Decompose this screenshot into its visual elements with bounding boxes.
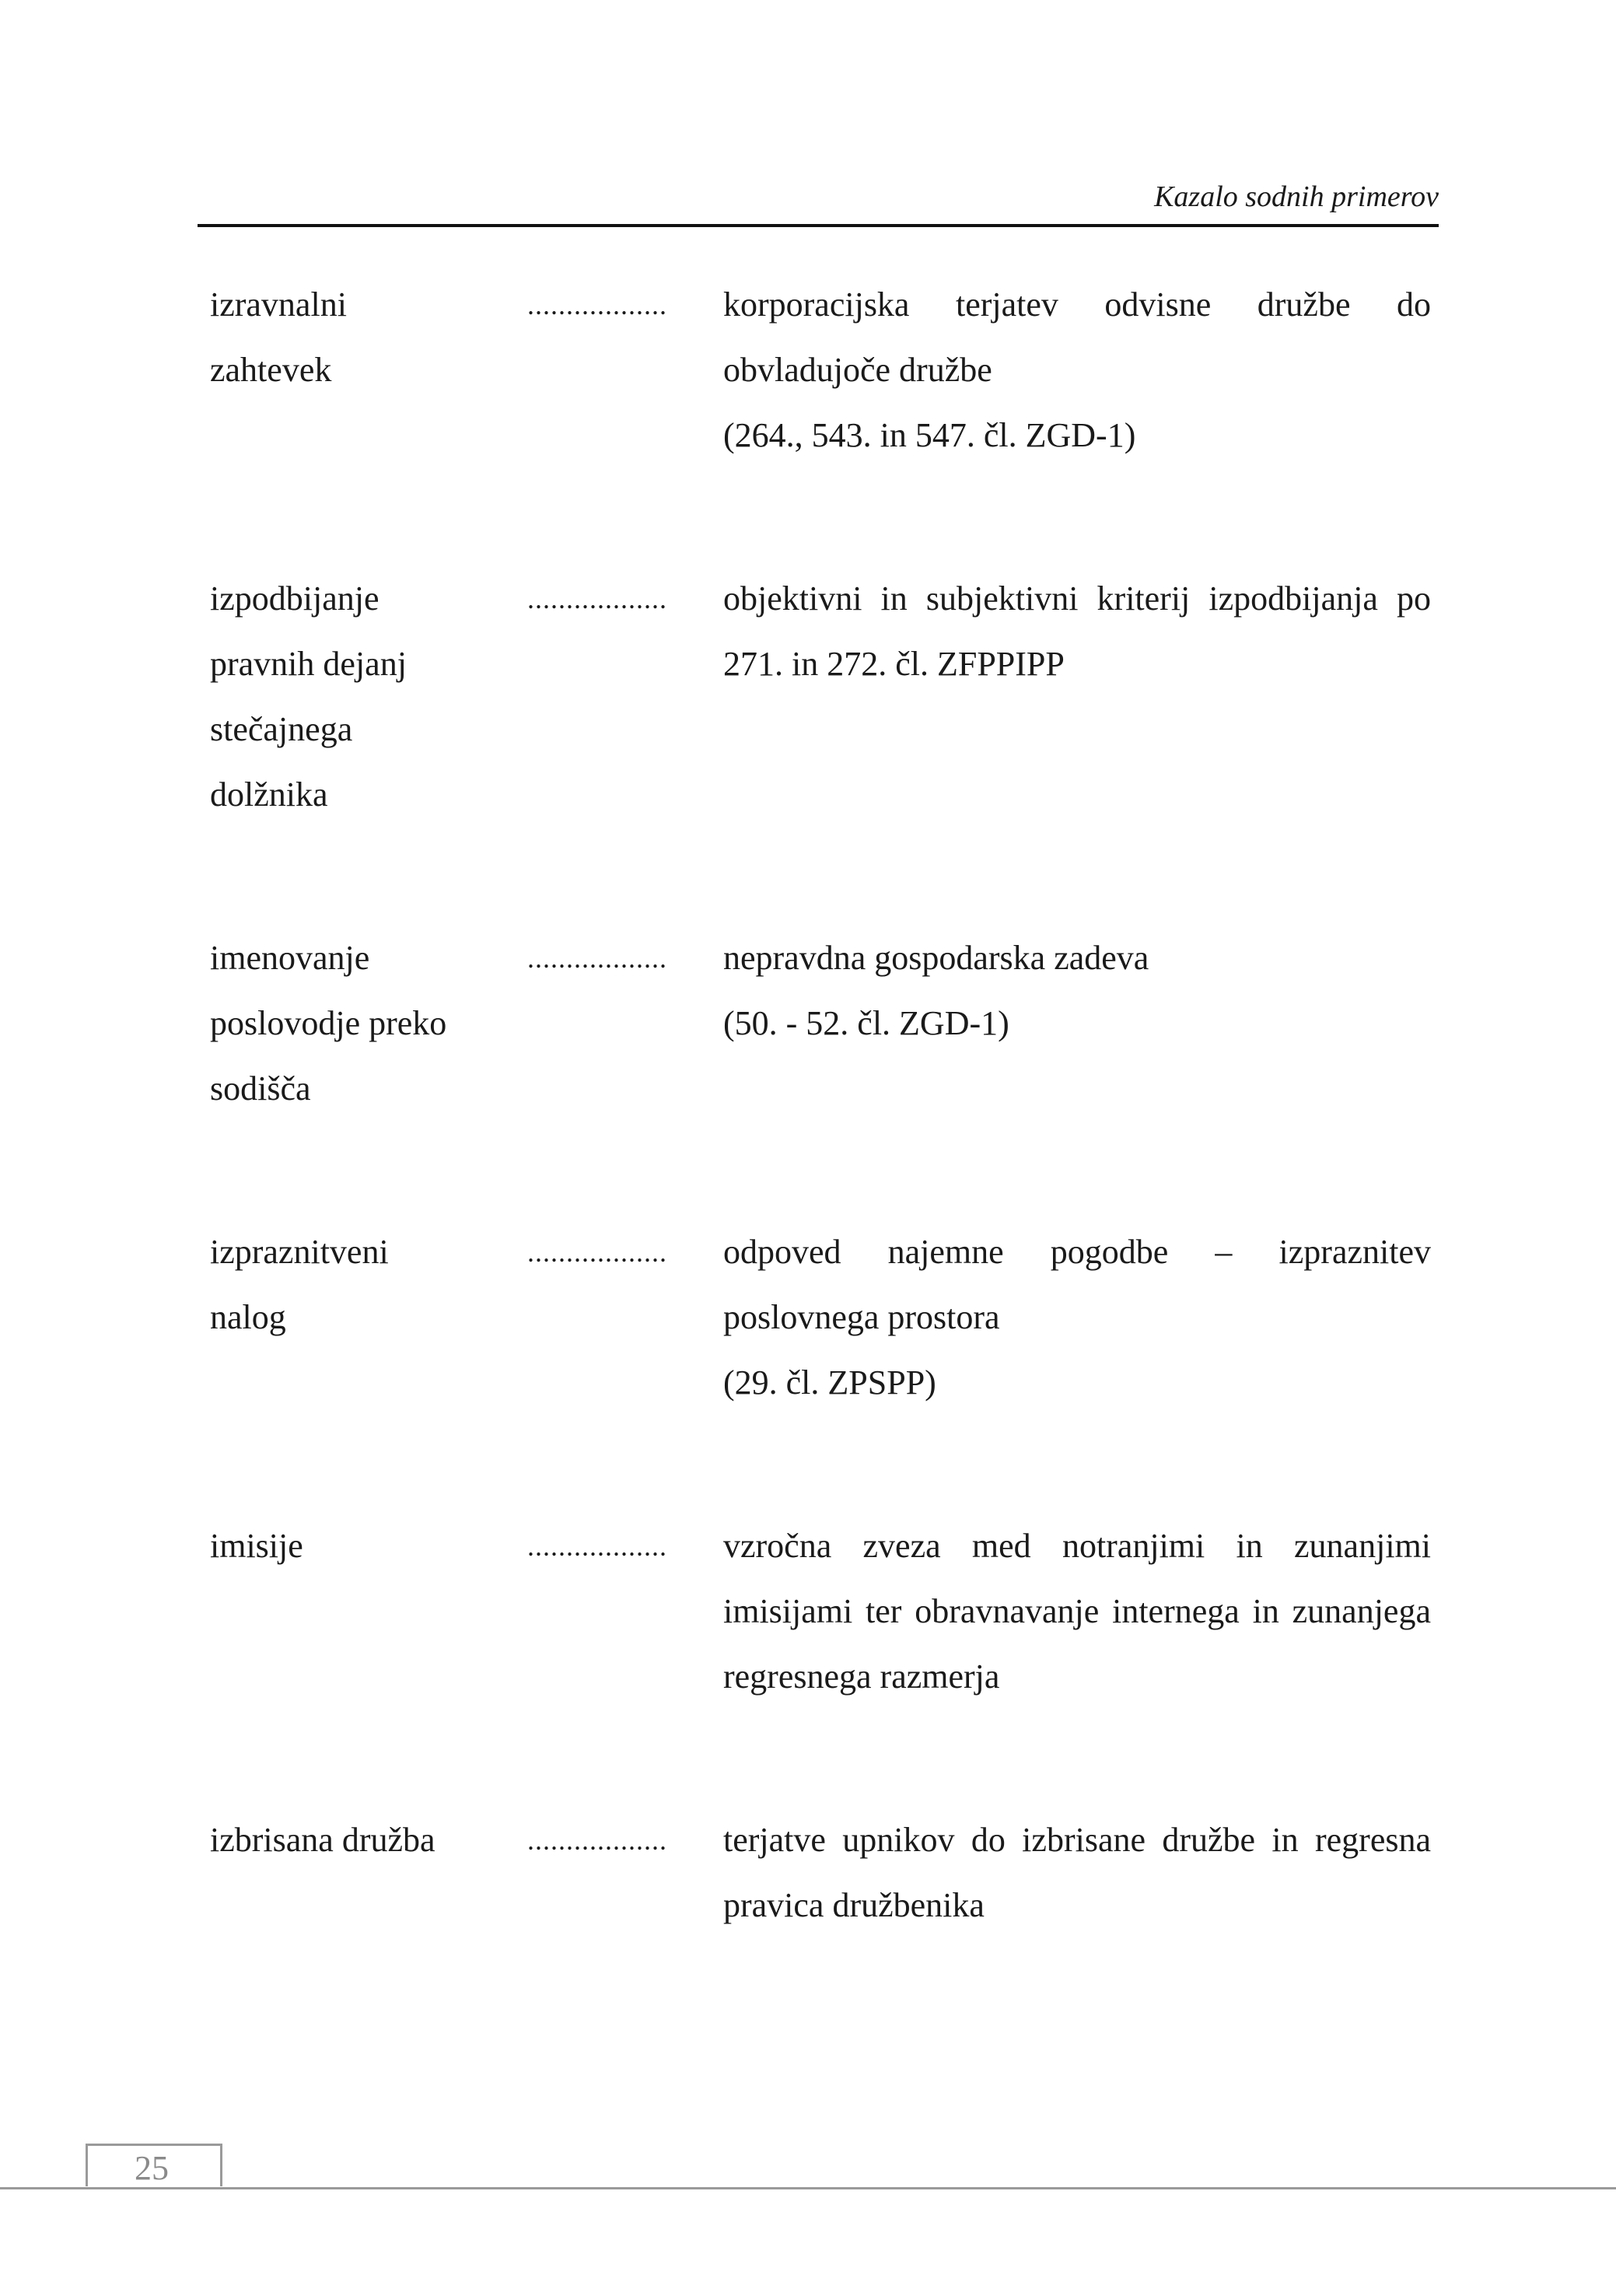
entry-term: imisije — [210, 1527, 303, 1565]
entry-description — [723, 1220, 1431, 1416]
running-header: Kazalo sodnih primerov — [1154, 180, 1439, 213]
dot-leader: .................. — [527, 943, 667, 974]
header-rule — [198, 224, 1439, 227]
entry-term: izpraznitveni nalog — [210, 1233, 389, 1336]
entry-reference: (29. čl. ZPSPP) — [723, 1363, 936, 1402]
index-entry — [210, 272, 1431, 468]
dot-leader: .................. — [527, 289, 667, 320]
dot-leader: .................. — [527, 1237, 667, 1268]
entry-term: imenovanje poslovodje preko sodišča — [210, 939, 447, 1108]
entry-description-text: vzročna zveza med notranjimi in zunanjimi imisijami ter obravnavanje internega in zunanjega regresnega razmerja — [723, 1527, 1431, 1696]
entry-description — [723, 566, 1431, 828]
entry-reference: (50. - 52. čl. ZGD-1) — [723, 1004, 1009, 1042]
entry-description — [723, 1514, 1431, 1710]
entry-term: izpodbijanje pravnih dejanj stečajnega dolžnika — [210, 579, 407, 814]
index-entries — [210, 272, 1431, 1938]
dot-leader: .................. — [527, 1825, 667, 1856]
index-entry — [210, 566, 1431, 828]
entry-description — [723, 926, 1431, 1122]
entry-description-text: odpoved najemne pogodbe – izpraznitev poslovnega prostora — [723, 1233, 1431, 1336]
entry-description-text: terjatve upnikov do izbrisane družbe in regresna pravica družbenika — [723, 1821, 1431, 1924]
entry-description — [723, 1808, 1431, 1938]
page-number: 25 — [135, 2149, 169, 2187]
dot-leader: .................. — [527, 583, 667, 614]
entry-term: izravnalni zahtevek — [210, 285, 347, 389]
dot-leader: .................. — [527, 1531, 667, 1562]
entry-description-text: nepravdna gospodarska zadeva — [723, 939, 1149, 977]
entry-description-text: objektivni in subjektivni kriterij izpodbijanja po 271. in 272. čl. ZFPPIPP — [723, 579, 1431, 683]
footer-rule — [0, 2187, 1616, 2189]
entry-reference: (264., 543. in 547. čl. ZGD-1) — [723, 416, 1136, 454]
index-entry — [210, 1514, 1431, 1710]
index-entry — [210, 926, 1431, 1122]
entry-description-text: korporacijska terjatev odvisne družbe do obvladujoče družbe — [723, 285, 1431, 389]
entry-description — [723, 272, 1431, 468]
entry-term: izbrisana družba — [210, 1821, 435, 1859]
index-entry — [210, 1808, 1431, 1938]
index-entry — [210, 1220, 1431, 1416]
